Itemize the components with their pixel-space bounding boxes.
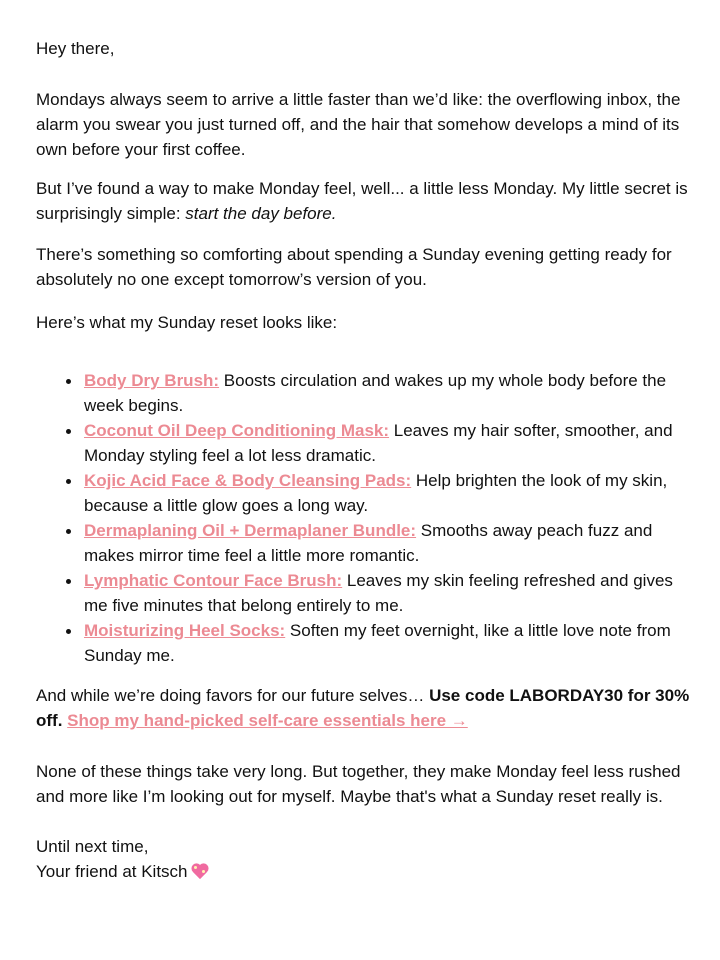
comfort-paragraph: There’s something so comforting about spending a Sunday evening getting ready for absolutely no one except tomorrow’s version of you. [36, 245, 672, 289]
intro-paragraph: Mondays always seem to arrive a little faster than we’d like: the overflowing inbox, the alarm you swear you just turned off, and the hair that somehow develops a mind of its own before your first coffee. [36, 90, 681, 159]
secret-paragraph [36, 176, 692, 226]
shop-essentials-link[interactable]: Shop my hand-picked self-care essentials here → [67, 711, 468, 730]
product-link-dermaplaning-bundle[interactable]: Dermaplaning Oil + Dermaplaner Bundle: [84, 521, 417, 540]
greeting: Hey there, [36, 39, 115, 58]
signoff [36, 834, 692, 884]
product-link-body-dry-brush[interactable]: Body Dry Brush: [84, 371, 220, 390]
promo-code-text: Use code LABORDAY30 for 30% off. [36, 686, 690, 730]
signature-line [36, 859, 692, 884]
product-link-coconut-oil-mask[interactable]: Coconut Oil Deep Conditioning Mask: [84, 421, 390, 440]
list-item [84, 468, 692, 518]
sparkling-heart-icon [191, 863, 209, 879]
list-item [84, 618, 692, 668]
list-item [84, 518, 692, 568]
list-item [84, 368, 692, 418]
list-item [84, 418, 692, 468]
product-list [36, 368, 692, 668]
secret-text: But I’ve found a way to make Monday feel, well... a little less Monday. My little secret is surprisingly simple: [36, 179, 688, 223]
product-link-lymphatic-brush[interactable]: Lymphatic Contour Face Brush: [84, 571, 343, 590]
product-link-heel-socks[interactable]: Moisturizing Heel Socks: [84, 621, 286, 640]
product-description: Smooths away peach fuzz and makes mirror time feel a little more romantic. [84, 521, 653, 565]
promo-paragraph [36, 683, 692, 733]
promo-lead-text: And while we’re doing favors for our future selves… [36, 686, 430, 705]
product-description: Help brighten the look of my skin, because a little glow goes a long way. [84, 471, 668, 515]
list-item [84, 568, 692, 618]
reset-intro-paragraph: Here’s what my Sunday reset looks like: [36, 313, 338, 332]
secret-emphasis: start the day before. [185, 204, 337, 223]
signoff-line: Until next time, [36, 837, 149, 856]
product-description: Boosts circulation and wakes up my whole body before the week begins. [84, 371, 667, 415]
product-link-kojic-acid-pads[interactable]: Kojic Acid Face & Body Cleansing Pads: [84, 471, 412, 490]
signature-text: Your friend at Kitsch [36, 862, 188, 881]
product-description: Leaves my hair softer, smoother, and Monday styling feel a lot less dramatic. [84, 421, 673, 465]
product-description: Leaves my skin feeling refreshed and gives me five minutes that belong entirely to me. [84, 571, 673, 615]
closing-paragraph: None of these things take very long. But together, they make Monday feel less rushed and more like I’m looking out for myself. Maybe that's what a Sunday reset really is. [36, 762, 681, 806]
product-description: Soften my feet overnight, like a little love note from Sunday me. [84, 621, 671, 665]
